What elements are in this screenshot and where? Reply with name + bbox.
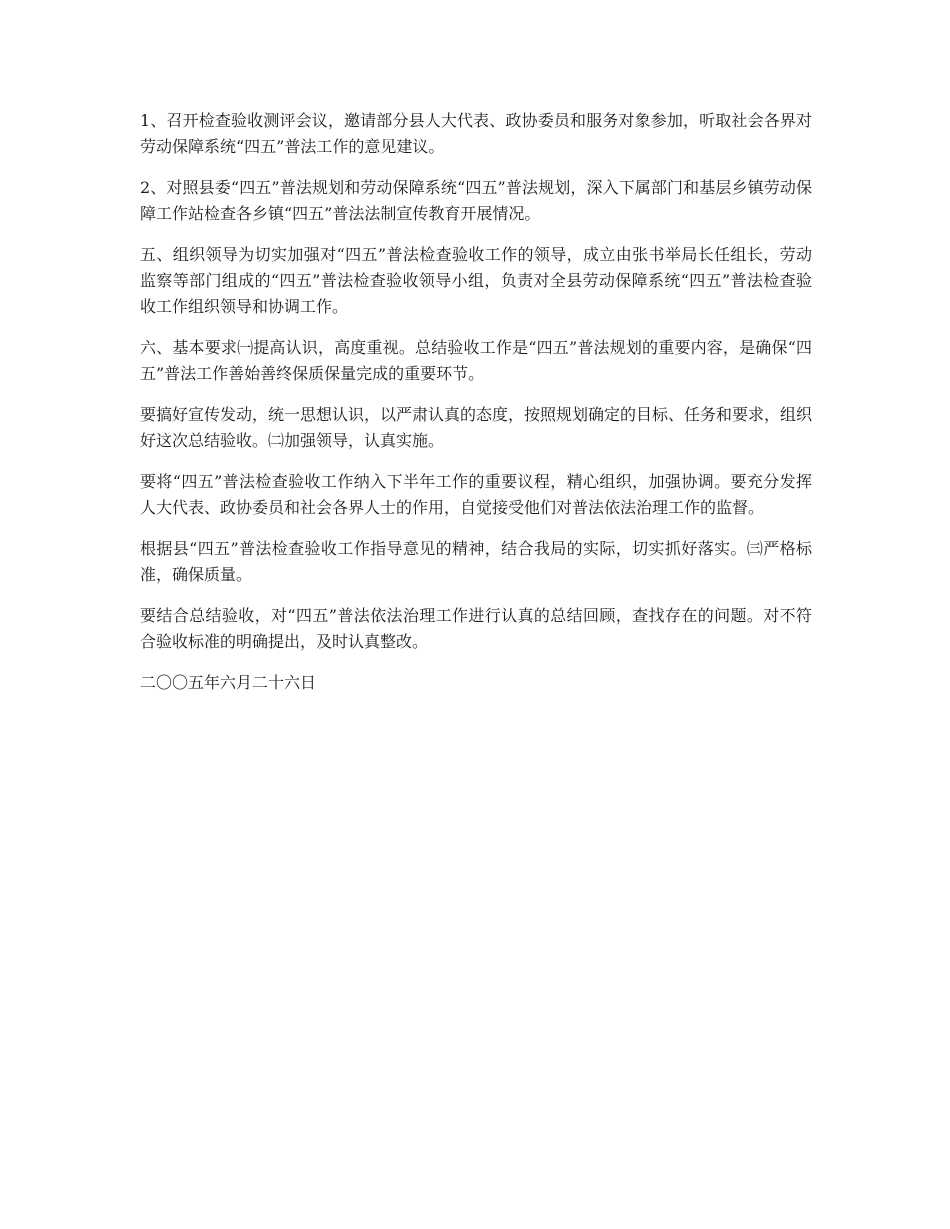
paragraph-publicity: 要搞好宣传发动，统一思想认识，以严肃认真的态度，按照规划确定的目标、任务和要求，组织好这次总结验收。㈡加强领导，认真实施。 (140, 405, 813, 450)
paragraph-section-6: 六、基本要求㈠提高认识，高度重视。总结验收工作是“四五”普法规划的重要内容，是确保“四五”普法工作善始善终保质保量完成的重要环节。 (140, 338, 812, 383)
paragraph-item-1: 1、召开检查验收测评会议，邀请部分县人大代表、政协委员和服务对象参加，听取社会各界对劳动保障系统“四五”普法工作的意见建议。 (140, 111, 812, 156)
paragraph-rectification: 要结合总结验收，对“四五”普法依法治理工作进行认真的总结回顾，查找存在的问题。对不符合验收标准的明确提出，及时认真整改。 (140, 606, 812, 651)
paragraph-implementation: 根据县“四五”普法检查验收工作指导意见的精神，结合我局的实际，切实抓好落实。㈢严格标准，确保质量。 (140, 539, 812, 584)
document-body (140, 108, 812, 711)
paragraph-agenda: 要将“四五”普法检查验收工作纳入下半年工作的重要议程，精心组织，加强协调。要充分发挥人大代表、政协委员和社会各界人士的作用，自觉接受他们对普法依法治理工作的监督。 (140, 472, 812, 517)
paragraph-section-5: 五、组织领导为切实加强对“四五”普法检查验收工作的领导，成立由张书举局长任组长，劳动监察等部门组成的“四五”普法检查验收领导小组，负责对全县劳动保障系统“四五”普法检查验收工作组织领导和协调工作。 (140, 245, 812, 316)
document-date: 二〇〇五年六月二十六日 (140, 673, 317, 692)
paragraph-item-2: 2、对照县委“四五”普法规划和劳动保障系统“四五”普法规划，深入下属部门和基层乡镇劳动保障工作站检查各乡镇“四五”普法法制宣传教育开展情况。 (140, 178, 812, 223)
